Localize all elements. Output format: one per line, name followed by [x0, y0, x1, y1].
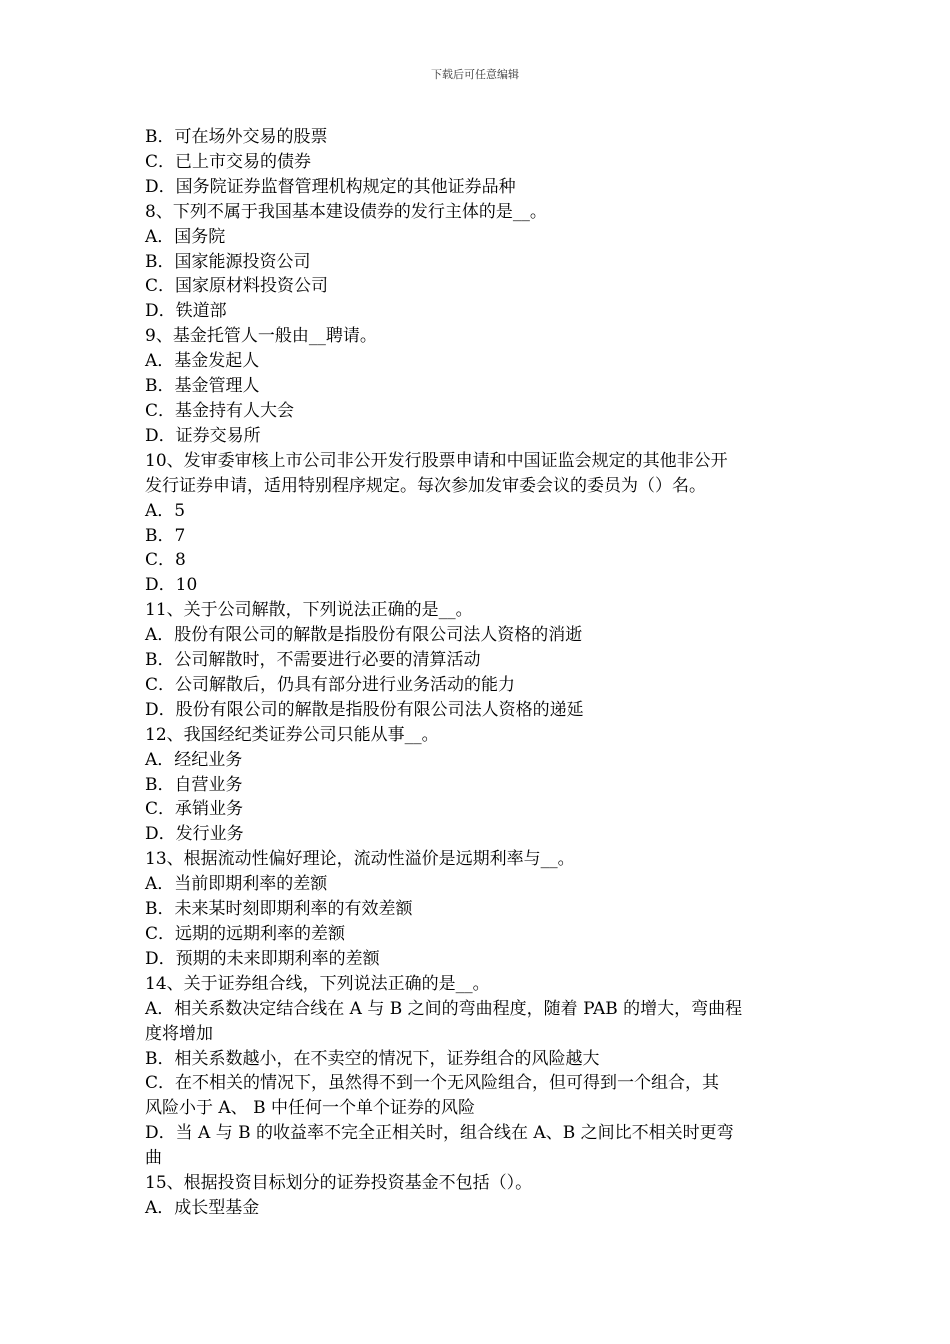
text-line: B．可在场外交易的股票 [145, 127, 328, 147]
text-line: B．国家能源投资公司 [145, 251, 311, 272]
text-line: A．相关系数决定结合线在 A 与 B 之间的弯曲程度，随着 PAB 的增大，弯曲程 [145, 998, 743, 1019]
text-line: D．股份有限公司的解散是指股份有限公司法人资格的递延 [145, 699, 584, 720]
text-line: A．基金发起人 [145, 351, 260, 372]
text-line: C．8 [145, 550, 186, 571]
document-body [145, 125, 810, 1221]
text-line: C．承销业务 [145, 799, 244, 820]
question-line: 15、根据投资目标划分的证券投资基金不包括（）。 [145, 1173, 533, 1194]
text-line: A．股份有限公司的解散是指股份有限公司法人资格的消逝 [145, 625, 583, 646]
text-line: A．5 [145, 500, 186, 521]
question-line: 13、根据流动性偏好理论，流动性溢价是远期利率与__。 [145, 849, 575, 870]
text-line: A．国务院 [145, 226, 226, 247]
text-line: 度将增加 [145, 1023, 213, 1044]
question-line: 14、关于证券组合线，下列说法正确的是__。 [145, 973, 490, 994]
page-header: 下载后可任意编辑 [431, 68, 519, 81]
text-line: D．预期的未来即期利率的差额 [145, 948, 380, 969]
text-line: A．经纪业务 [145, 749, 243, 770]
text-line: B．相关系数越小，在不卖空的情况下，证券组合的风险越大 [145, 1048, 600, 1069]
text-line: 风险小于 A、 B 中任何一个单个证券的风险 [145, 1098, 475, 1119]
text-line: B．7 [145, 525, 186, 546]
text-line: C．已上市交易的债券 [145, 151, 312, 172]
text-line: D．当 A 与 B 的收益率不完全正相关时，组合线在 A、B 之间比不相关时更弯 [145, 1123, 734, 1144]
text-line: D．铁道部 [145, 301, 227, 322]
text-line: C．公司解散后，仍具有部分进行业务活动的能力 [145, 674, 516, 695]
text-line: D．发行业务 [145, 824, 244, 845]
question-line: 11、关于公司解散，下列说法正确的是__。 [145, 600, 473, 621]
text-line: B．公司解散时，不需要进行必要的清算活动 [145, 650, 481, 671]
text-line: C．在不相关的情况下，虽然得不到一个无风险组合，但可得到一个组合，其 [145, 1073, 720, 1094]
text-line: D．证券交易所 [145, 425, 261, 446]
text-line: 曲 [145, 1148, 162, 1169]
text-line: A．成长型基金 [145, 1197, 260, 1218]
text-line: D．国务院证券监督管理机构规定的其他证券品种 [145, 176, 516, 197]
question-line: 12、我国经纪类证券公司只能从事__。 [145, 724, 439, 745]
text-line: B．未来某时刻即期利率的有效差额 [145, 899, 413, 920]
question-line: 8、下列不属于我国基本建设债券的发行主体的是__。 [145, 201, 547, 222]
text-line: C．国家原材料投资公司 [145, 276, 329, 297]
text-line: B．基金管理人 [145, 376, 260, 397]
text-line: A．当前即期利率的差额 [145, 874, 328, 895]
text-line: D．10 [145, 575, 198, 596]
text-line: C．基金持有人大会 [145, 400, 295, 421]
text-line: B．自营业务 [145, 774, 243, 795]
question-line: 9、基金托管人一般由__聘请。 [145, 326, 377, 347]
text-line: 发行证券申请，适用特别程序规定。每次参加发审委会议的委员为（）名。 [145, 475, 706, 496]
question-line: 10、发审委审核上市公司非公开发行股票申请和中国证监会规定的其他非公开 [145, 450, 728, 471]
text-line: C．远期的远期利率的差额 [145, 924, 346, 944]
